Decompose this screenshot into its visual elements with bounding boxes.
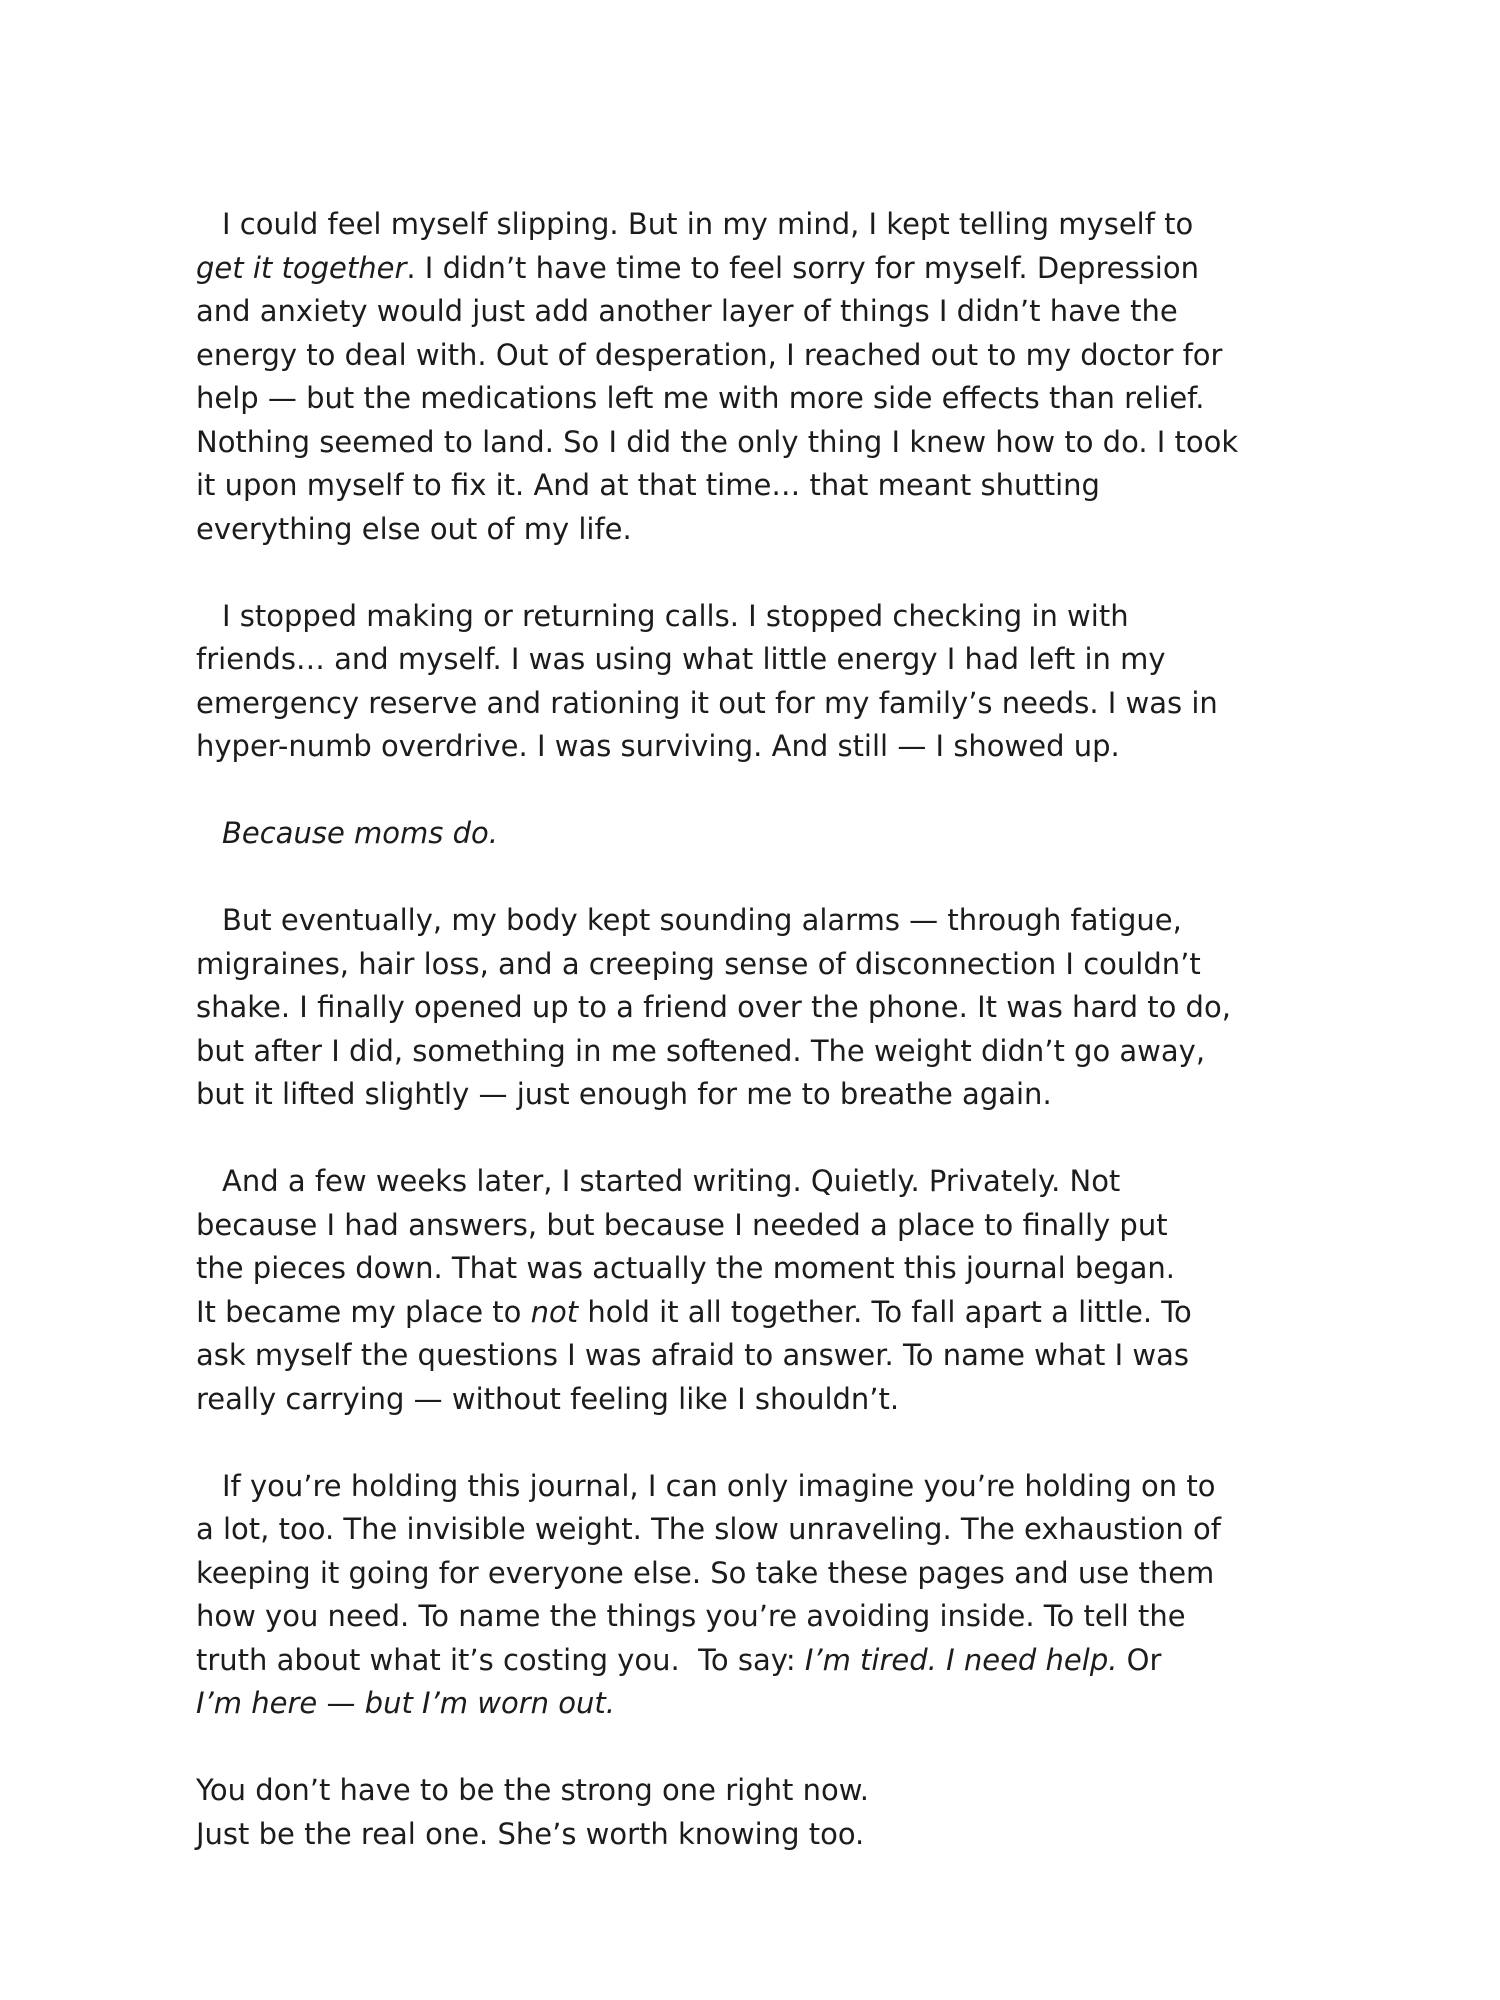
text-run: it upon myself to fix it. And at that time… that meant shutting: [196, 468, 1100, 502]
text-run: how you need. To name the things you’re avoiding inside. To tell the: [196, 1599, 1186, 1633]
text-run: I stopped making or returning calls. I stopped checking in with: [222, 598, 1129, 633]
text-line: [196, 247, 1336, 291]
paragraph: [196, 812, 1336, 856]
text-line: [196, 464, 1336, 508]
text-run: . I didn’t have time to feel sorry for myself. Depression: [406, 250, 1199, 285]
text-line: [196, 421, 1336, 465]
text-run: Or: [1117, 1642, 1162, 1677]
text-line: [196, 682, 1336, 726]
text-line: [196, 203, 1336, 247]
italic-text: I’m tired. I need help.: [804, 1642, 1118, 1677]
paragraph-gap: [196, 856, 1336, 900]
text-run: It became my place to: [196, 1294, 531, 1329]
text-line: [196, 1682, 1336, 1726]
text-run: but it lifted slightly — just enough for me to breathe again.: [196, 1077, 1052, 1111]
text-run: I could feel myself slipping. But in my mind, I kept telling myself to: [222, 207, 1194, 241]
paragraph: [196, 595, 1336, 769]
text-run: everything else out of my life.: [196, 511, 632, 546]
text-line: [196, 1813, 1336, 1857]
text-run: help — but the medications left me with more side effects than relief.: [196, 381, 1205, 415]
text-line: [196, 1639, 1336, 1683]
text-line: [196, 508, 1336, 552]
text-run: the pieces down. That was actually the moment this journal began.: [196, 1251, 1175, 1285]
paragraph-gap: [196, 551, 1336, 595]
text-line: [196, 1595, 1336, 1639]
text-line: [196, 334, 1336, 378]
text-run: But eventually, my body kept sounding alarms — through fatigue,: [222, 903, 1182, 937]
italic-text: Because moms do.: [222, 816, 498, 850]
text-line: [196, 812, 1336, 856]
text-run: hold it all together. To fall apart a little. To: [578, 1294, 1192, 1329]
text-line: [196, 1769, 1336, 1813]
italic-text: get it together: [196, 250, 407, 285]
text-run: and anxiety would just add another layer of things I didn’t have the: [196, 294, 1178, 328]
text-line: [196, 1247, 1336, 1291]
text-run: hyper-numb overdrive. I was surviving. And still — I showed up.: [196, 729, 1120, 763]
italic-text: not: [530, 1294, 579, 1329]
text-line: [196, 1508, 1336, 1552]
text-line: [196, 1334, 1336, 1378]
text-run: truth about what it’s costing you. To say:: [196, 1642, 805, 1677]
text-line: [196, 1291, 1336, 1335]
text-run: And a few weeks later, I started writing. Quietly. Privately. Not: [222, 1164, 1121, 1198]
paragraph-gap: [196, 769, 1336, 813]
text-line: [196, 899, 1336, 943]
text-run: because I had answers, but because I needed a place to finally put: [196, 1207, 1168, 1242]
text-run: emergency reserve and rationing it out for my family’s needs. I was in: [196, 685, 1218, 720]
journal-body-text: [196, 203, 1336, 1856]
paragraph-gap: [196, 1726, 1336, 1770]
paragraph: [196, 1465, 1336, 1726]
text-run: a lot, too. The invisible weight. The slow unraveling. The exhaustion of: [196, 1512, 1221, 1546]
paragraph-gap: [196, 1117, 1336, 1161]
text-line: [196, 595, 1336, 639]
paragraph-gap: [196, 1421, 1336, 1465]
text-run: You don’t have to be the strong one right now.: [196, 1773, 869, 1807]
text-line: [196, 1465, 1336, 1509]
text-run: Just be the real one. She’s worth knowing too.: [196, 1816, 865, 1851]
text-line: [196, 638, 1336, 682]
text-run: ask myself the questions I was afraid to answer. To name what I was: [196, 1338, 1189, 1372]
paragraph: [196, 1769, 1336, 1856]
text-line: [196, 290, 1336, 334]
text-run: keeping it going for everyone else. So take these pages and use them: [196, 1555, 1215, 1590]
text-line: [196, 725, 1336, 769]
text-line: [196, 986, 1336, 1030]
text-run: migraines, hair loss, and a creeping sense of disconnection I couldn’t: [196, 946, 1201, 981]
text-line: [196, 1204, 1336, 1248]
text-line: [196, 377, 1336, 421]
text-line: [196, 1073, 1336, 1117]
text-run: friends… and myself. I was using what little energy I had left in my: [196, 642, 1166, 676]
text-run: If you’re holding this journal, I can only imagine you’re holding on to: [222, 1468, 1216, 1503]
text-line: [196, 1160, 1336, 1204]
text-run: Nothing seemed to land. So I did the only thing I knew how to do. I took: [196, 424, 1239, 459]
text-run: but after I did, something in me softened. The weight didn’t go away,: [196, 1033, 1206, 1068]
text-line: [196, 1552, 1336, 1596]
italic-text: I’m here — but I’m worn out.: [196, 1686, 615, 1720]
paragraph: [196, 203, 1336, 551]
text-run: shake. I finally opened up to a friend over the phone. It was hard to do,: [196, 990, 1231, 1024]
text-run: energy to deal with. Out of desperation, I reached out to my doctor for: [196, 337, 1223, 372]
paragraph: [196, 899, 1336, 1117]
text-line: [196, 1030, 1336, 1074]
text-line: [196, 1378, 1336, 1422]
paragraph: [196, 1160, 1336, 1421]
text-line: [196, 943, 1336, 987]
text-run: really carrying — without feeling like I shouldn’t.: [196, 1381, 900, 1416]
